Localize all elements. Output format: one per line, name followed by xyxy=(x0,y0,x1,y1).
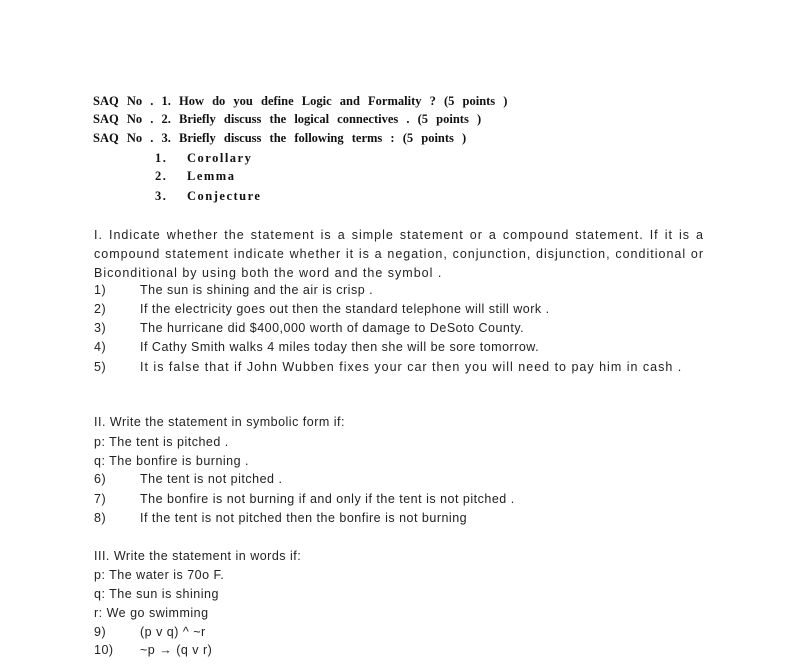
item-text: The bonfire is not burning if and only if the tent is not pitched . xyxy=(140,492,515,506)
section3-def-r: r: We go swimming xyxy=(94,606,209,620)
item-number: 7) xyxy=(94,492,107,506)
section3-heading: III. Write the statement in words if: xyxy=(94,549,302,563)
section2-def-p: p: The tent is pitched . xyxy=(94,435,229,449)
item-number: 1) xyxy=(94,283,107,297)
item-text: If the tent is not pitched then the bonfire is not burning xyxy=(140,511,468,525)
item-number: 2) xyxy=(94,302,107,316)
item-text: The hurricane did $400,000 worth of damage to DeSoto County. xyxy=(140,321,525,335)
item-text: If Cathy Smith walks 4 miles today then she will be sore tomorrow. xyxy=(140,340,540,354)
section1-item-wrapped xyxy=(94,358,704,377)
saq-question-3: SAQ No . 3. Briefly discuss the following terms : (5 points ) xyxy=(93,131,467,145)
item-number: 5) xyxy=(94,360,107,374)
item-number: 3) xyxy=(94,321,107,335)
term-label: Conjecture xyxy=(187,189,262,203)
section1-intro: I. Indicate whether the statement is a simple statement or a compound statement. If it is a compound statement indicate whether it is a negation, conjunction, disjunction, conditional or Biconditional by using both the word and the symbol . xyxy=(94,228,704,280)
term-number: 2. xyxy=(155,169,168,183)
item-number: 8) xyxy=(94,511,107,525)
item-text: If the electricity goes out then the standard telephone will still work . xyxy=(140,302,550,316)
item-text: (p v q) ^ ~r xyxy=(140,625,206,639)
term-number: 3. xyxy=(155,189,168,203)
item-text: It is false that if John Wubben fixes your car then you will need to pay him in cash . xyxy=(140,360,683,374)
item-text: The sun is shining and the air is crisp . xyxy=(140,283,374,297)
item-text: The tent is not pitched . xyxy=(140,472,283,486)
saq-question-2: SAQ No . 2. Briefly discuss the logical connectives . (5 points ) xyxy=(93,112,482,126)
section2-def-q: q: The bonfire is burning . xyxy=(94,454,250,468)
item-number: 9) xyxy=(94,625,107,639)
item-number: 4) xyxy=(94,340,107,354)
term-label: Corollary xyxy=(187,151,253,165)
term-number: 1. xyxy=(155,151,168,165)
term-label: Lemma xyxy=(187,169,236,183)
item-number: 6) xyxy=(94,472,107,486)
item-text: ~p → (q v r) xyxy=(140,643,213,657)
section3-def-p: p: The water is 70o F. xyxy=(94,568,225,582)
saq-question-1: SAQ No . 1. How do you define Logic and Formality ? (5 points ) xyxy=(93,94,508,108)
item-number: 10) xyxy=(94,643,114,657)
section2-heading: II. Write the statement in symbolic form if: xyxy=(94,415,346,429)
section3-def-q: q: The sun is shining xyxy=(94,587,219,601)
